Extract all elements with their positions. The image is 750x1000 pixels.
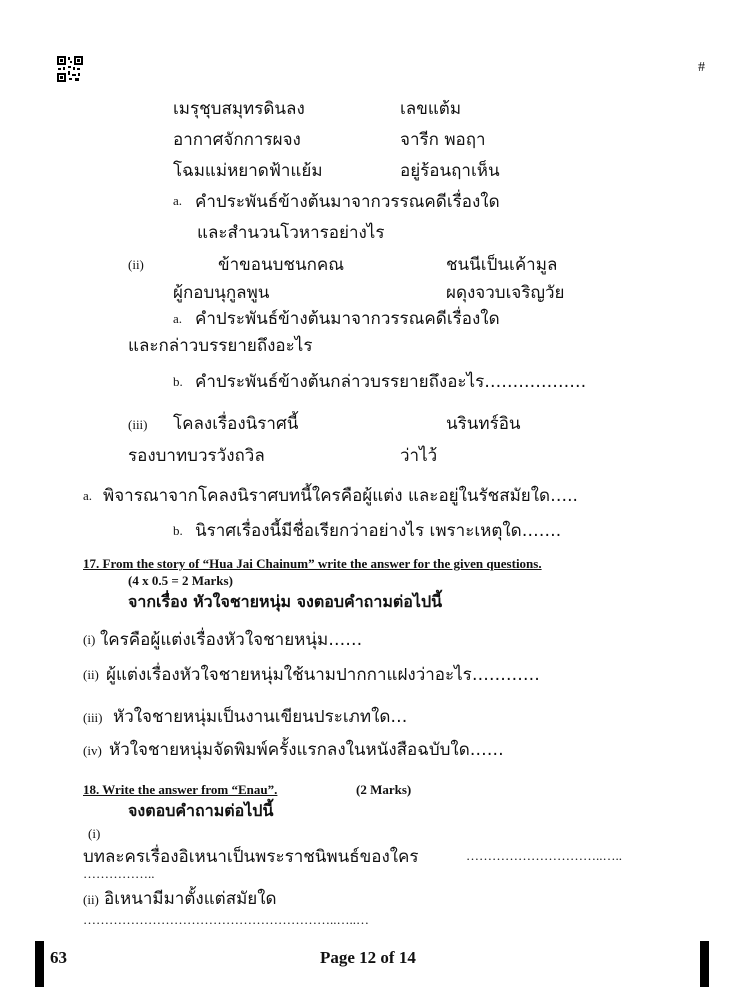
q18-i-answer-line[interactable]: …………………………..….. <box>466 848 622 863</box>
poem2-question-a-marker: a. <box>173 311 183 326</box>
q18-heading <box>83 782 277 798</box>
q17-item-number: (iii) <box>83 710 103 725</box>
poem1-line3-left: โฉมแม่หยาดฟ้าแย้ม <box>173 161 323 181</box>
q18-i-answer-line-cont[interactable]: …………….. <box>83 866 155 881</box>
q17-marks: (4 x 0.5 = 2 Marks) <box>128 573 233 588</box>
poem3-question-b-marker: b. <box>173 523 183 538</box>
page-number: Page 12 of 14 <box>320 948 416 967</box>
poem3-line2-left: รองบาทบวรวังถวิล <box>128 446 265 466</box>
poem1-line2-right: จารีก พอฤา <box>400 130 486 150</box>
poem2-line1-right: ชนนีเป็นเค้ามูล <box>446 255 558 275</box>
poem1-line1-left: เมรุชุบสมุทรดินลง <box>173 99 305 119</box>
poem2-line2-left: ผู้กอบนุกูลพูน <box>173 283 270 303</box>
poem2-number: (ii) <box>128 257 144 272</box>
q17-item-text: หัวใจชายหนุ่มจัดพิมพ์ครั้งแรกลงในหนังสือฉบับใด…… <box>109 740 504 760</box>
poem1-question-a-cont: และสำนวนโวหารอย่างไร <box>197 223 385 243</box>
poem3-number: (iii) <box>128 417 148 432</box>
poem1-line2-left: อากาศจักการผจง <box>173 130 301 150</box>
poem2-line2-right: ผดุงจวบเจริญวัย <box>446 283 565 303</box>
left-margin-bar <box>35 941 44 987</box>
poem1-line3-right: อยู่ร้อนฤาเห็น <box>400 161 500 181</box>
poem3-question-b: นิราศเรื่องนี้มีชื่อเรียกว่าอย่างไร เพราะเหตุใด……. <box>195 521 562 541</box>
page-hash-mark: # <box>698 60 705 75</box>
poem2-question-b: คำประพันธ์ข้างต้นกล่าวบรรยายถึงอะไร……………… <box>195 372 587 392</box>
q17-item-number: (i) <box>83 632 96 647</box>
poem1-question-a-marker: a. <box>173 193 183 208</box>
poem3-question-a: พิจารณาจากโคลงนิราศบทนี้ใครคือผู้แต่ง และอยู่ในรัชสมัยใด….. <box>103 486 578 506</box>
q18-ii-number: (ii) <box>83 892 99 907</box>
q18-i-text: บทละครเรื่องอิเหนาเป็นพระราชนิพนธ์ของใคร <box>83 847 419 867</box>
poem3-line2-right: ว่าไว้ <box>400 446 438 466</box>
q17-item-text: หัวใจชายหนุ่มเป็นงานเขียนประเภทใด… <box>113 707 408 727</box>
q17-heading: 17. From the story of “Hua Jai Chainum” write the answer for the given questions. <box>83 556 542 571</box>
q17-item-number: (iv) <box>83 743 102 758</box>
page-code: 63 <box>50 948 67 967</box>
q17-item-text: ผู้แต่งเรื่องหัวใจชายหนุ่มใช้นามปากกาแฝงว่าอะไร………… <box>106 665 540 685</box>
right-margin-bar <box>700 941 709 987</box>
q18-ii-text: อิเหนามีมาตั้งแต่สมัยใด <box>104 889 277 909</box>
q17-item-number: (ii) <box>83 667 99 682</box>
poem1-line1-right: เลขแต้ม <box>400 99 462 119</box>
poem1-question-a: คำประพันธ์ข้างต้นมาจากวรรณคดีเรื่องใด <box>195 192 500 212</box>
poem3-line1-left: โคลงเรื่องนิราศนี้ <box>173 414 299 434</box>
poem2-line1-left: ข้าขอนบชนกคณ <box>218 255 345 275</box>
q18-thai-heading: จงตอบคำถามต่อไปนี้ <box>128 801 274 820</box>
poem2-question-a-cont: และกล่าวบรรยายถึงอะไร <box>128 336 313 356</box>
qr-code-icon <box>57 56 83 82</box>
q18-ii-answer-line[interactable]: …………………………………………………..…..… <box>83 912 369 927</box>
poem3-line1-right: นรินทร์อิน <box>446 414 521 434</box>
q17-thai-heading: จากเรื่อง หัวใจชายหนุ่ม จงตอบคำถามต่อไปนี้ <box>128 592 443 611</box>
q17-item-text: ใครคือผู้แต่งเรื่องหัวใจชายหนุ่ม…… <box>100 630 363 650</box>
poem2-question-b-marker: b. <box>173 374 183 389</box>
q18-i-number: (i) <box>88 826 101 841</box>
q18-marks: (2 Marks) <box>356 782 412 797</box>
poem3-question-a-marker: a. <box>83 488 93 503</box>
poem2-question-a: คำประพันธ์ข้างต้นมาจากวรรณคดีเรื่องใด <box>195 309 500 329</box>
q18-heading-text: 18. Write the answer from “Enau”. <box>83 782 278 797</box>
